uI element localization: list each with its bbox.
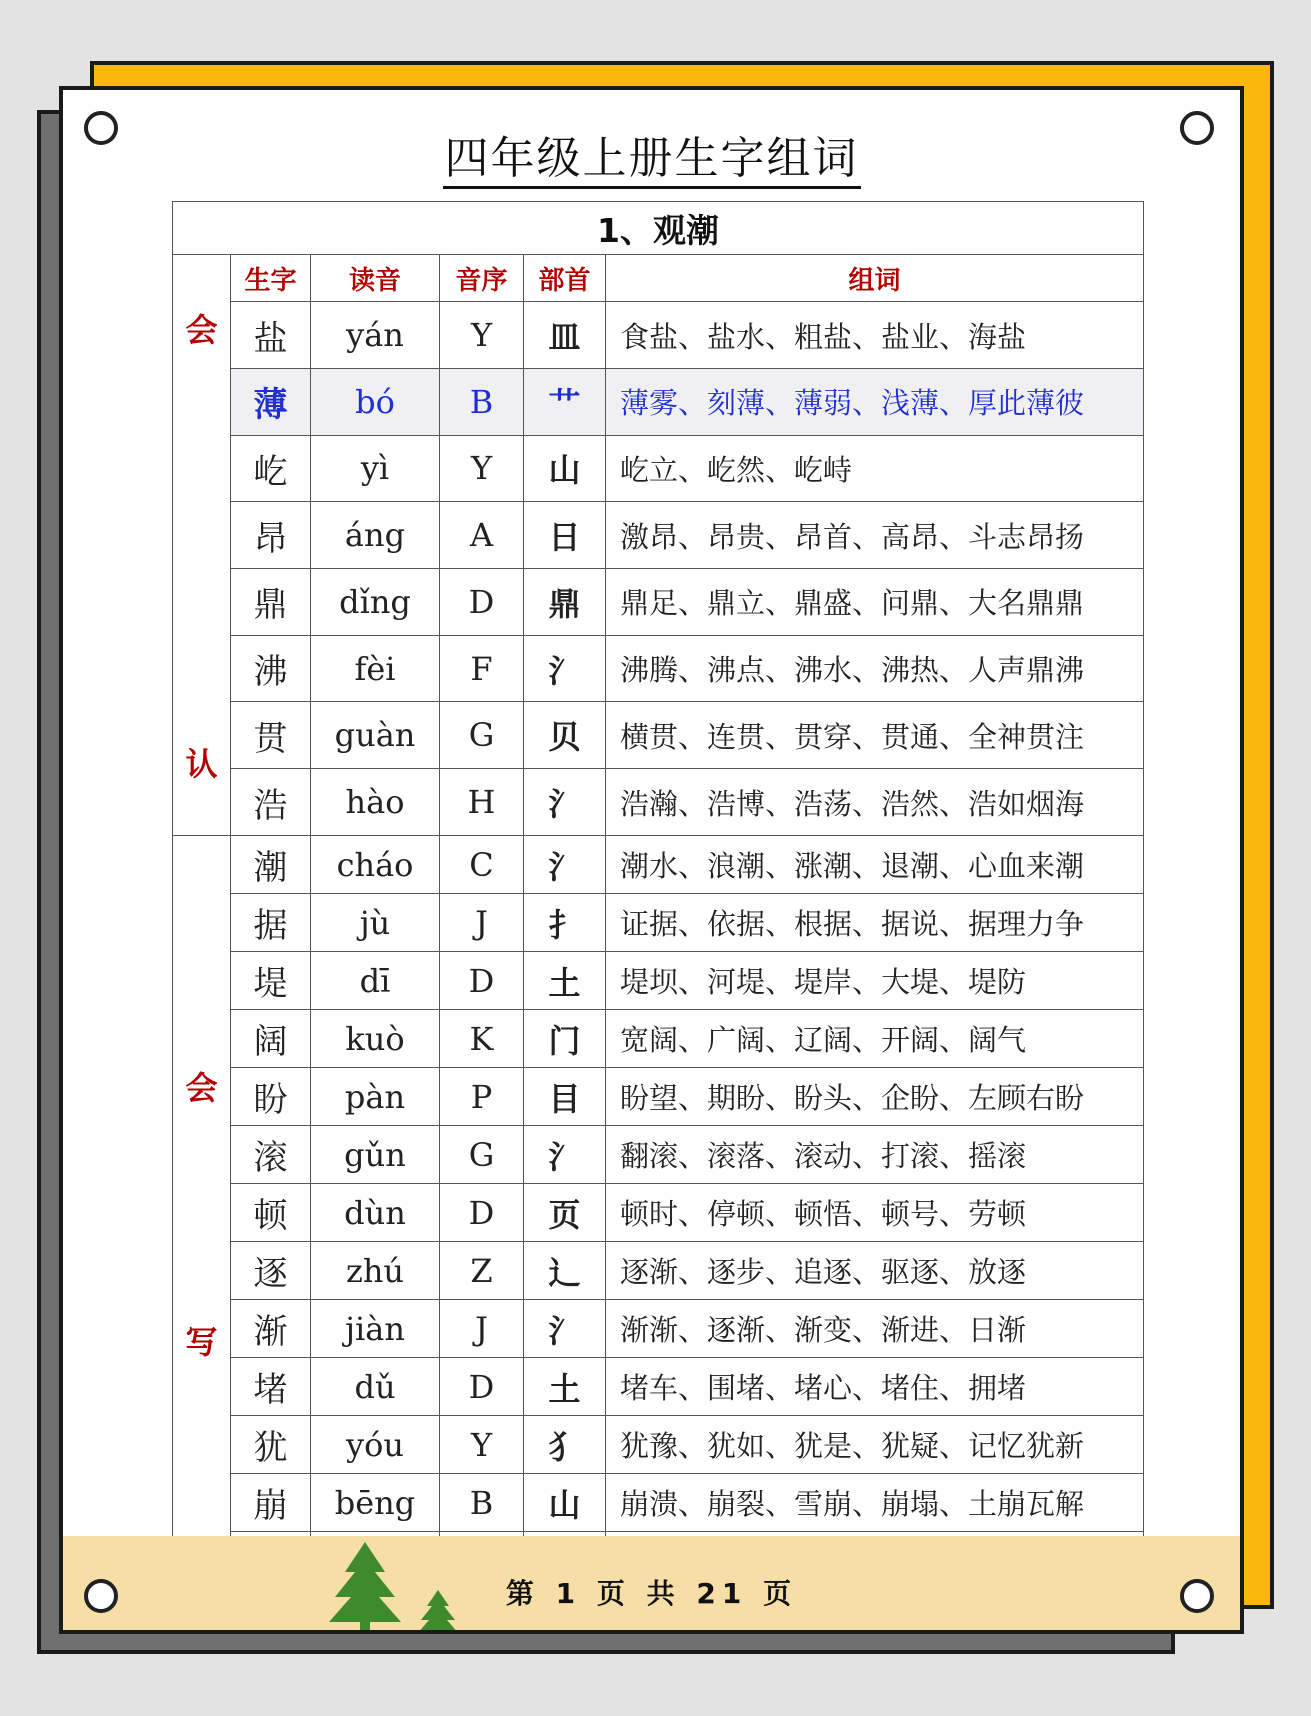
- char-cell: 崩: [231, 1474, 311, 1532]
- char-cell: 盐: [231, 302, 311, 369]
- pinyin-cell: hào: [311, 769, 440, 836]
- lesson-title: 1、观潮: [173, 202, 1144, 255]
- char-cell: 阔: [231, 1010, 311, 1068]
- order-cell: D: [440, 1358, 524, 1416]
- words-cell: 鼎足、鼎立、鼎盛、问鼎、大名鼎鼎: [606, 569, 1144, 636]
- order-cell: G: [440, 1126, 524, 1184]
- binder-hole-bottom-right: [1180, 1579, 1214, 1613]
- pinyin-cell: dùn: [311, 1184, 440, 1242]
- order-cell: J: [440, 894, 524, 952]
- radical-cell: 扌: [524, 894, 606, 952]
- radical-cell: 门: [524, 1010, 606, 1068]
- radical-cell: 页: [524, 1184, 606, 1242]
- words-cell: 堵车、围堵、堵心、堵住、拥堵: [606, 1358, 1144, 1416]
- radical-cell: 贝: [524, 702, 606, 769]
- radical-cell: 土: [524, 952, 606, 1010]
- worksheet-page: [59, 86, 1244, 1634]
- char-cell: 浩: [231, 769, 311, 836]
- char-cell: 犹: [231, 1416, 311, 1474]
- pinyin-cell: jiàn: [311, 1300, 440, 1358]
- order-cell: Y: [440, 1416, 524, 1474]
- table-row: [173, 1010, 1144, 1068]
- radical-cell: 氵: [524, 769, 606, 836]
- pinyin-cell: yán: [311, 302, 440, 369]
- words-cell: 横贯、连贯、贯穿、贯通、全神贯注: [606, 702, 1144, 769]
- radical-cell: 氵: [524, 635, 606, 702]
- pinyin-cell: bó: [311, 368, 440, 435]
- radical-cell: 鼎: [524, 569, 606, 636]
- radical-cell: 日: [524, 502, 606, 569]
- header-pinyin: 读音: [311, 255, 440, 302]
- char-cell: 贯: [231, 702, 311, 769]
- table-row: [173, 1068, 1144, 1126]
- radical-cell: 犭: [524, 1416, 606, 1474]
- pinyin-cell: zhú: [311, 1242, 440, 1300]
- table-row: [173, 569, 1144, 636]
- words-cell: 宽阔、广阔、辽阔、开阔、阔气: [606, 1010, 1144, 1068]
- pinyin-cell: dī: [311, 952, 440, 1010]
- table-row: [173, 952, 1144, 1010]
- char-cell: 昂: [231, 502, 311, 569]
- pinyin-cell: jù: [311, 894, 440, 952]
- header-words: 组词: [606, 255, 1144, 302]
- words-cell: 证据、依据、根据、据说、据理力争: [606, 894, 1144, 952]
- page-title: 四年级上册生字组词: [63, 122, 1240, 186]
- pinyin-cell: gǔn: [311, 1126, 440, 1184]
- radical-cell: 辶: [524, 1242, 606, 1300]
- table-row: [173, 368, 1144, 435]
- table-row: [173, 1126, 1144, 1184]
- words-cell: 浩瀚、浩博、浩荡、浩然、浩如烟海: [606, 769, 1144, 836]
- lesson-heading-row: [173, 202, 1144, 255]
- table-row: [173, 635, 1144, 702]
- table-row: [173, 1416, 1144, 1474]
- pinyin-cell: dǐng: [311, 569, 440, 636]
- char-cell: 堵: [231, 1358, 311, 1416]
- radical-cell: 目: [524, 1068, 606, 1126]
- radical-cell: 皿: [524, 302, 606, 369]
- char-cell: 屹: [231, 435, 311, 502]
- order-cell: Y: [440, 302, 524, 369]
- words-cell: 翻滚、滚落、滚动、打滚、摇滚: [606, 1126, 1144, 1184]
- radical-cell: 山: [524, 1474, 606, 1532]
- table-row: [173, 894, 1144, 952]
- order-cell: G: [440, 702, 524, 769]
- words-cell: 渐渐、逐渐、渐变、渐进、日渐: [606, 1300, 1144, 1358]
- words-cell: 激昂、昂贵、昂首、高昂、斗志昂扬: [606, 502, 1144, 569]
- binder-hole-top-right: [1180, 111, 1214, 145]
- table-row: [173, 1300, 1144, 1358]
- order-cell: C: [440, 836, 524, 894]
- char-cell: 潮: [231, 836, 311, 894]
- vocab-table: [172, 201, 1144, 1590]
- table-row: [173, 1358, 1144, 1416]
- char-cell: 逐: [231, 1242, 311, 1300]
- words-cell: 堤坝、河堤、堤岸、大堤、堤防: [606, 952, 1144, 1010]
- char-cell: 堤: [231, 952, 311, 1010]
- words-cell: 顿时、停顿、顿悟、顿号、劳顿: [606, 1184, 1144, 1242]
- pinyin-cell: yóu: [311, 1416, 440, 1474]
- order-cell: B: [440, 368, 524, 435]
- char-cell: 沸: [231, 635, 311, 702]
- binder-hole-top-left: [84, 111, 118, 145]
- order-cell: J: [440, 1300, 524, 1358]
- category-write: 会 写: [173, 836, 231, 1590]
- order-cell: Z: [440, 1242, 524, 1300]
- order-cell: D: [440, 569, 524, 636]
- words-cell: 崩溃、崩裂、雪崩、崩塌、土崩瓦解: [606, 1474, 1144, 1532]
- pinyin-cell: cháo: [311, 836, 440, 894]
- pinyin-cell: bēng: [311, 1474, 440, 1532]
- table-row: [173, 1474, 1144, 1532]
- order-cell: P: [440, 1068, 524, 1126]
- table-row: [173, 769, 1144, 836]
- words-cell: 屹立、屹然、屹峙: [606, 435, 1144, 502]
- pinyin-cell: guàn: [311, 702, 440, 769]
- header-radical: 部首: [524, 255, 606, 302]
- radical-cell: 氵: [524, 836, 606, 894]
- words-cell: 潮水、浪潮、涨潮、退潮、心血来潮: [606, 836, 1144, 894]
- order-cell: B: [440, 1474, 524, 1532]
- order-cell: A: [440, 502, 524, 569]
- order-cell: D: [440, 1184, 524, 1242]
- radical-cell: 山: [524, 435, 606, 502]
- header-row: [173, 255, 1144, 302]
- char-cell: 顿: [231, 1184, 311, 1242]
- char-cell: 滚: [231, 1126, 311, 1184]
- pinyin-cell: dǔ: [311, 1358, 440, 1416]
- char-cell: 盼: [231, 1068, 311, 1126]
- table-row: [173, 1242, 1144, 1300]
- table-row: [173, 702, 1144, 769]
- table-row: [173, 502, 1144, 569]
- words-cell: 薄雾、刻薄、薄弱、浅薄、厚此薄彼: [606, 368, 1144, 435]
- order-cell: F: [440, 635, 524, 702]
- order-cell: K: [440, 1010, 524, 1068]
- char-cell: 据: [231, 894, 311, 952]
- radical-cell: 艹: [524, 368, 606, 435]
- binder-hole-bottom-left: [84, 1579, 118, 1613]
- table-row: [173, 836, 1144, 894]
- pinyin-cell: áng: [311, 502, 440, 569]
- radical-cell: 氵: [524, 1300, 606, 1358]
- category-recognize: 会 认: [173, 255, 231, 836]
- pinyin-cell: yì: [311, 435, 440, 502]
- table-row: [173, 1184, 1144, 1242]
- char-cell: 薄: [231, 368, 311, 435]
- table-row: [173, 302, 1144, 369]
- table-row: [173, 435, 1144, 502]
- words-cell: 犹豫、犹如、犹是、犹疑、记忆犹新: [606, 1416, 1144, 1474]
- char-cell: 渐: [231, 1300, 311, 1358]
- page-number: 第 1 页 共 21 页: [505, 1577, 798, 1610]
- order-cell: H: [440, 769, 524, 836]
- order-cell: Y: [440, 435, 524, 502]
- order-cell: D: [440, 952, 524, 1010]
- radical-cell: 氵: [524, 1126, 606, 1184]
- pinyin-cell: pàn: [311, 1068, 440, 1126]
- header-order: 音序: [440, 255, 524, 302]
- pinyin-cell: kuò: [311, 1010, 440, 1068]
- words-cell: 沸腾、沸点、沸水、沸热、人声鼎沸: [606, 635, 1144, 702]
- words-cell: 盼望、期盼、盼头、企盼、左顾右盼: [606, 1068, 1144, 1126]
- words-cell: 食盐、盐水、粗盐、盐业、海盐: [606, 302, 1144, 369]
- char-cell: 鼎: [231, 569, 311, 636]
- radical-cell: 土: [524, 1358, 606, 1416]
- words-cell: 逐渐、逐步、追逐、驱逐、放逐: [606, 1242, 1144, 1300]
- pinyin-cell: fèi: [311, 635, 440, 702]
- header-char: 生字: [231, 255, 311, 302]
